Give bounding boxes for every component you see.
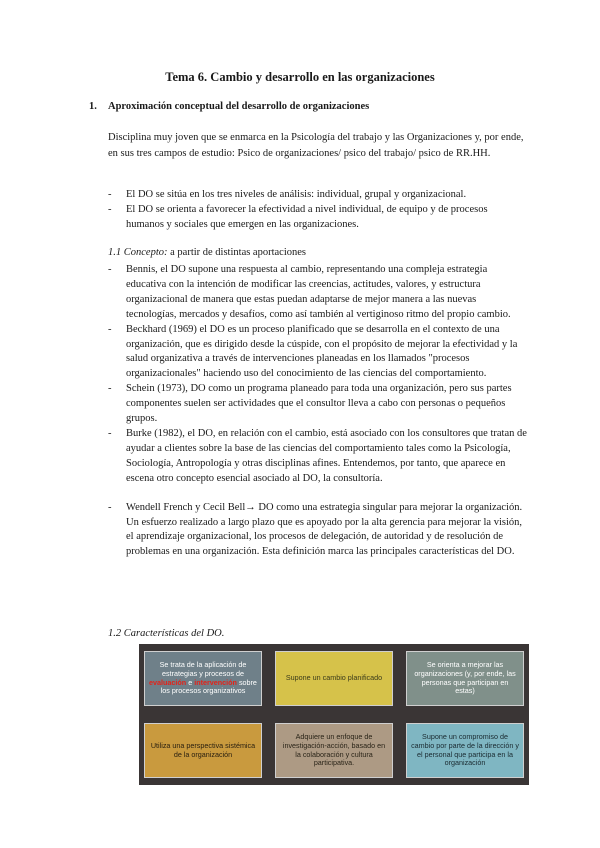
list-spacer bbox=[108, 487, 528, 501]
box-text-part: e bbox=[186, 677, 195, 687]
list-item-text: Bennis, el DO supone una respuesta al cambio, representando una compleja estrategia educativa con la intención de modificar las creencias, actitudes, valores, y estructura organizacional de manera que estas puedan adaptarse de mejor manera a las nuevas tecnologías, mercados y desafíos, como así también al vertiginoso ritmo del propio cambio. bbox=[126, 264, 511, 320]
list-item bbox=[108, 263, 528, 323]
list-item bbox=[108, 188, 528, 203]
characteristics-subheading bbox=[108, 628, 224, 639]
list-item bbox=[108, 203, 528, 233]
diagram-box-text bbox=[149, 661, 257, 695]
dash-bullet: - bbox=[108, 427, 112, 439]
list-item bbox=[108, 501, 528, 561]
list-item bbox=[108, 427, 528, 487]
diagram-box-improve-organizations: Se orienta a mejorar las organizaciones (y, por ende, las personas que participan en estas) bbox=[406, 651, 524, 706]
dash-bullet: - bbox=[108, 501, 112, 513]
concept-label: 1.1 Concepto: bbox=[108, 247, 168, 258]
document-title: Tema 6. Cambio y desarrollo en las organizaciones bbox=[165, 70, 435, 84]
list-item-text: Wendell French y Cecil Bell→ DO como una estrategia singular para mejorar la organización. Un esfuerzo realizado a largo plazo que es apoyado por la alta gerencia para mejorar la visión, el aprendizaje organizacional, los procesos de delegación, de autoridad y de resolución de problemas en una organización. Esta definición marca las principales características del DO. bbox=[126, 501, 523, 558]
dash-bullet: - bbox=[108, 383, 112, 395]
dash-bullet: - bbox=[108, 203, 112, 215]
diagram-box-commitment: Supone un compromiso de cambio por parte de la dirección y el personal que participa en la organización bbox=[406, 723, 524, 778]
dash-bullet: - bbox=[108, 264, 112, 275]
box-text-part: sobre los procesos organizativos bbox=[160, 677, 257, 696]
list-item-text: Schein (1973), DO como un programa planeado para toda una organización, pero sus partes componentes suelen ser actividades que el consultor lleva a cabo con personas o pequeños grupos. bbox=[126, 383, 512, 425]
list-item-text: Beckhard (1969) el DO es un proceso planificado que se desarrolla en el contexto de una organización, que es dirigido desde la cúspide, con el propósito de mejorar la efectividad y la salud organizativa a través de intervenciones planeadas en los llamados "procesos organizacionales" haciendo uso del conocimiento de las ciencias del comportamiento. bbox=[126, 323, 518, 380]
intro-paragraph: Disciplina muy joven que se enmarca en la Psicología del trabajo y las Organizaciones y, por ende, en sus tres campos de estudio: Psico de organizaciones/ psico del trabajo/ psico de RR.HH. bbox=[108, 132, 524, 159]
characteristics-diagram bbox=[139, 644, 529, 785]
dash-bullet: - bbox=[108, 189, 112, 200]
diagram-box-planned-change: Supone un cambio planificado bbox=[275, 651, 393, 706]
section-number: 1. bbox=[89, 101, 97, 112]
concept-subheading bbox=[108, 247, 306, 258]
list-item-text: El DO se orienta a favorecer la efectividad a nivel individual, de equipo y de procesos humanos y sociales que emergen en las organizaciones. bbox=[126, 203, 488, 230]
box-text-part: Se trata de la aplicación de estrategias y procesos de bbox=[159, 660, 247, 678]
section-heading bbox=[89, 101, 369, 112]
diagram-box-systemic-perspective: Utiliza una perspectiva sistémica de la organización bbox=[144, 723, 262, 778]
list-item-text: El DO se sitúa en los tres niveles de análisis: individual, grupal y organizacional. bbox=[126, 189, 467, 200]
dash-bullet: - bbox=[108, 323, 112, 335]
characteristics-label: 1.2 Características del DO. bbox=[108, 628, 225, 639]
section-heading-text: Aproximación conceptual del desarrollo de organizaciones bbox=[108, 101, 370, 112]
list-item bbox=[108, 323, 528, 383]
list-item bbox=[108, 382, 528, 427]
levels-list bbox=[108, 188, 528, 233]
concept-rest: a partir de distintas aportaciones bbox=[167, 247, 306, 258]
highlight-intervencion: intervención bbox=[194, 677, 237, 687]
diagram-box-action-research: Adquiere un enfoque de investigación-acción, basado en la colaboración y cultura participativa. bbox=[275, 723, 393, 778]
authors-list bbox=[108, 263, 528, 560]
diagram-box-evaluation bbox=[144, 651, 262, 706]
highlight-evaluacion: evaluación bbox=[149, 677, 187, 687]
list-item-text: Burke (1982), el DO, en relación con el cambio, está asociado con los consultores que tratan de ayudar a clientes sobre la base de las ciencias del comportamiento tales como la Psicología, Sociología, Antropología y otras disciplinas afines. Entendemos, por tanto, que aparece en escena otro concepto esencial asociado al DO, la consultoría. bbox=[126, 427, 527, 484]
